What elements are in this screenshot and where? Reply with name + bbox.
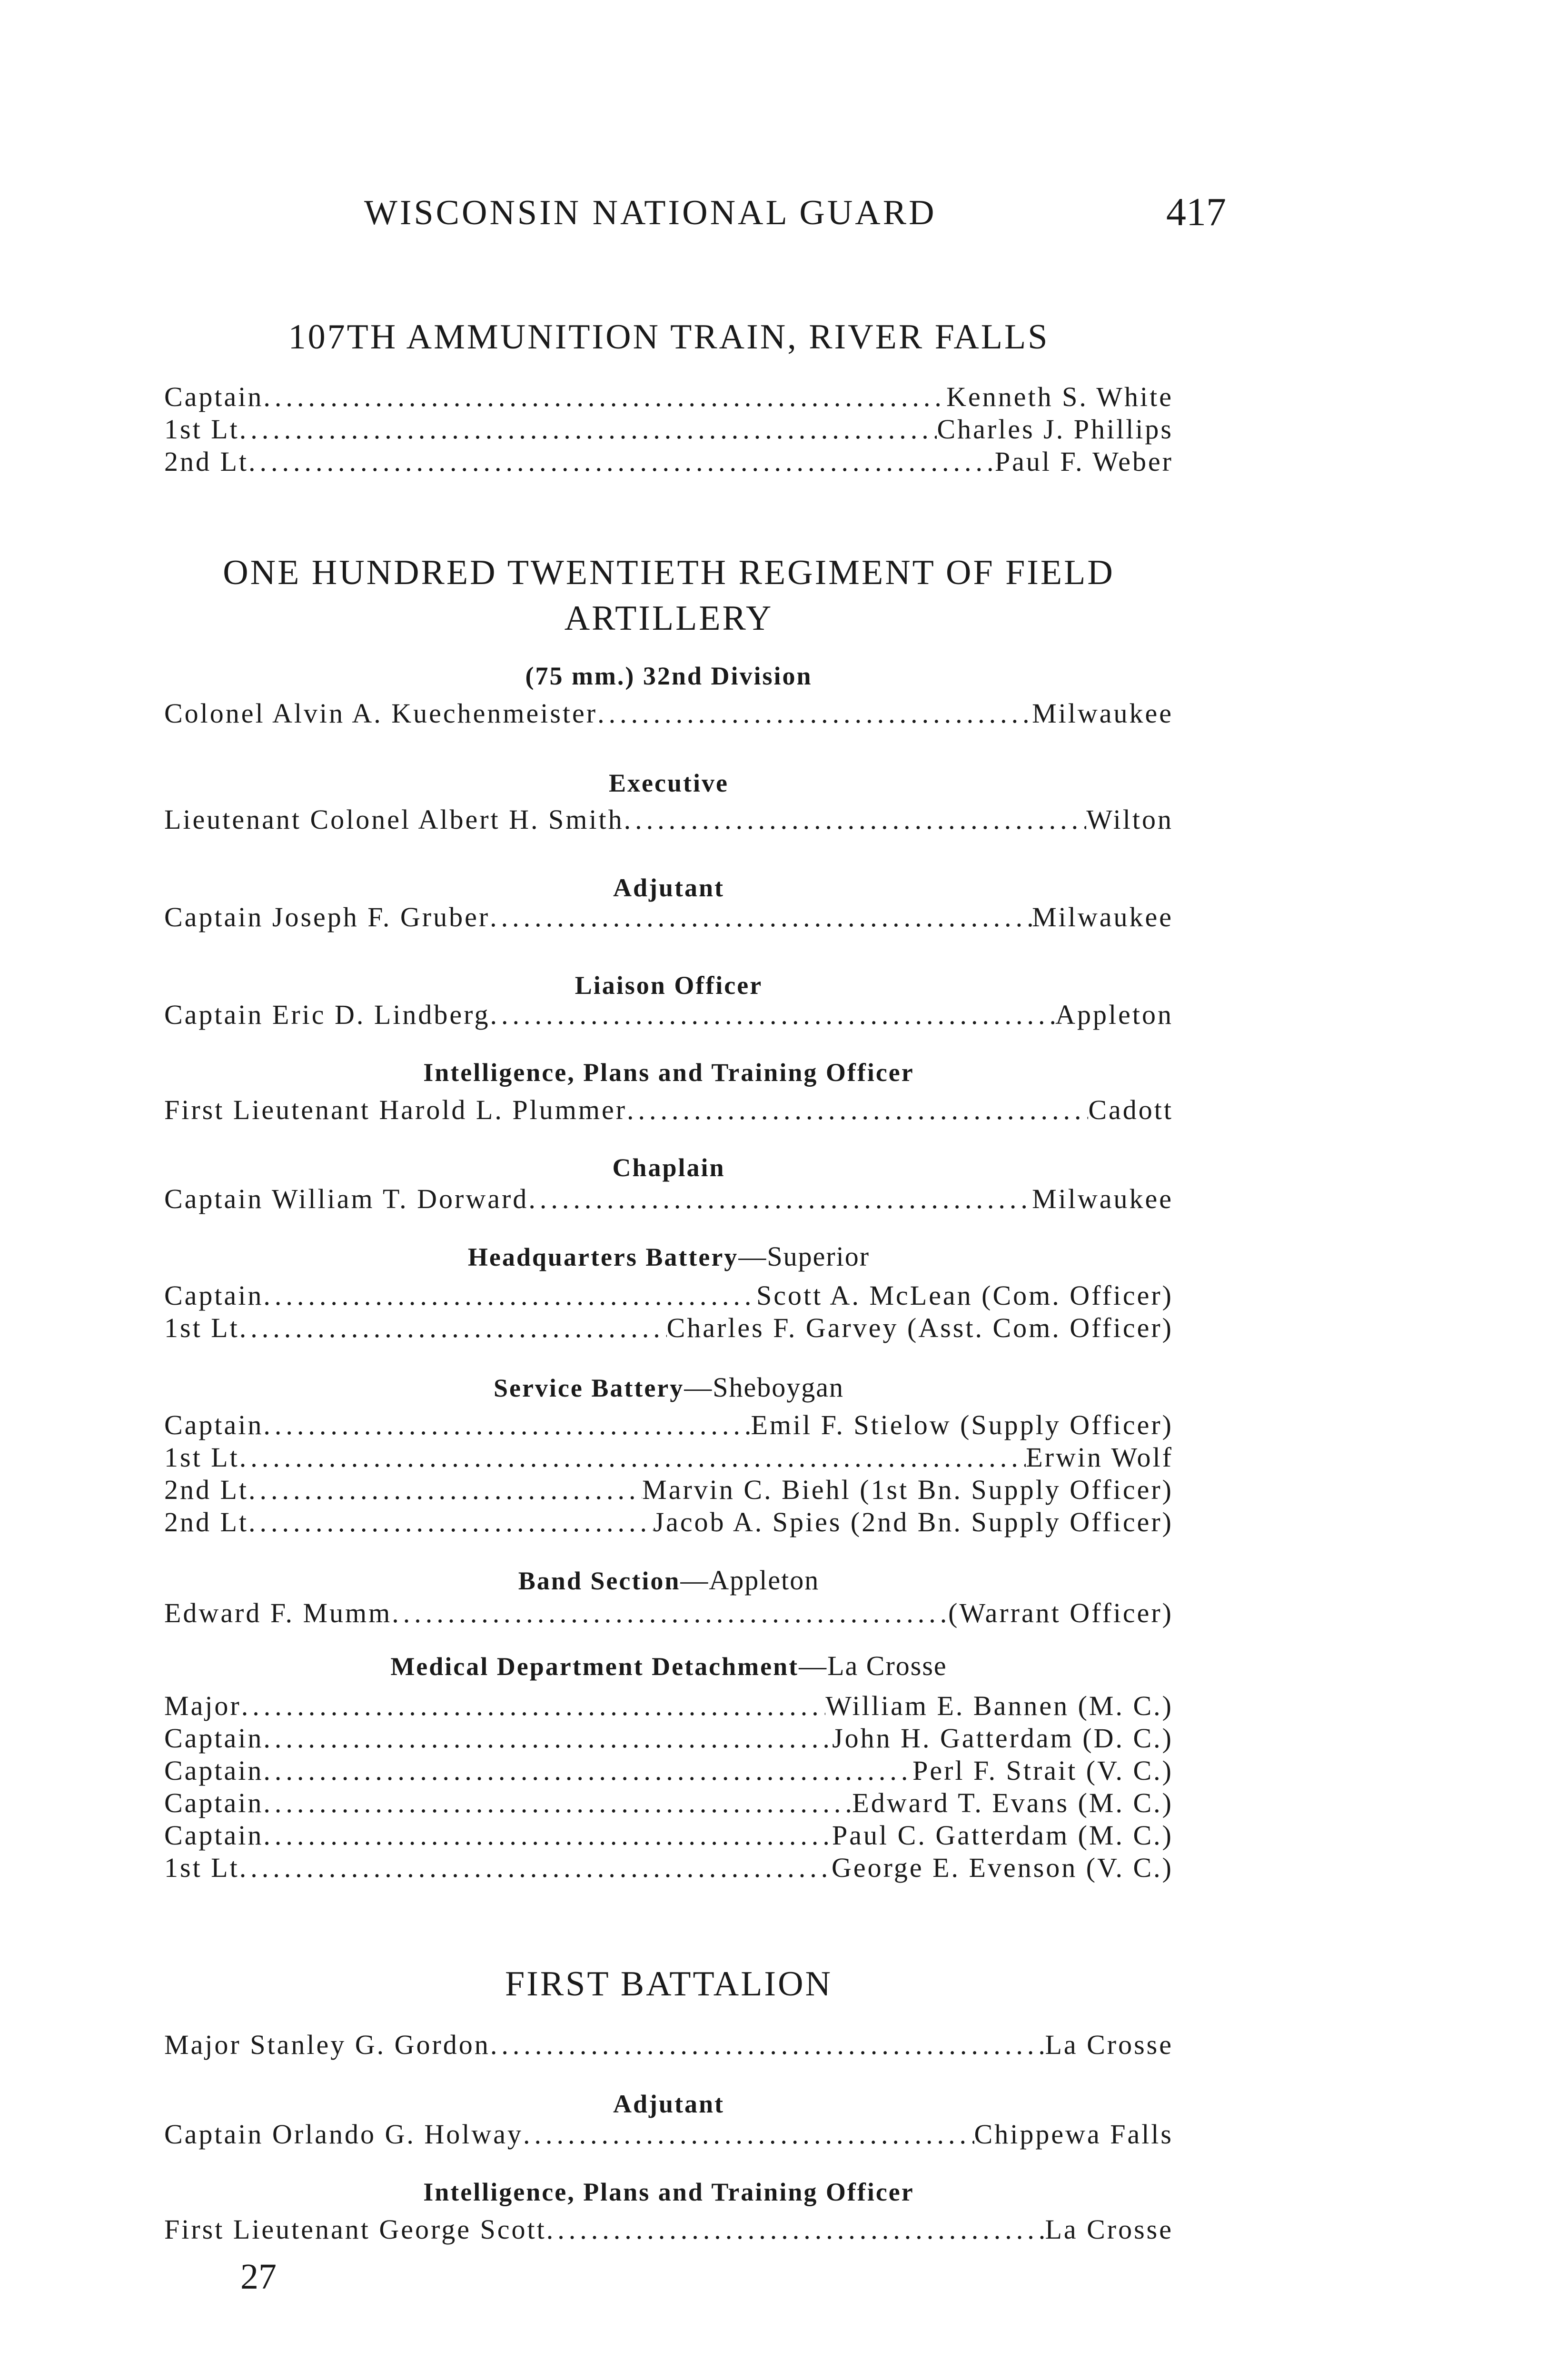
liaison-block bbox=[164, 969, 1173, 1002]
entry-rank: 1st Lt bbox=[164, 1852, 239, 1883]
ammunition-train-section bbox=[164, 314, 1173, 360]
division-subhead: (75 mm.) 32nd Division bbox=[525, 662, 813, 690]
entry-name: Charles F. Garvey (Asst. Com. Officer) bbox=[666, 1312, 1173, 1343]
entry-name: Paul F. Weber bbox=[994, 446, 1173, 477]
entry-rank: Captain bbox=[164, 381, 264, 412]
battalion-adjutant-entry-block bbox=[164, 2118, 1173, 2151]
entry-name: Paul C. Gatterdam (M. C.) bbox=[832, 1820, 1173, 1851]
ammunition-train-roster bbox=[164, 381, 1173, 478]
entry-rank: Captain bbox=[164, 1820, 264, 1851]
leader-dots bbox=[263, 381, 946, 413]
entry-location: Appleton bbox=[1055, 999, 1173, 1030]
leader-dots bbox=[627, 1094, 1088, 1126]
band-subhead bbox=[164, 1564, 1173, 1597]
executive-subhead: Executive bbox=[609, 769, 729, 797]
chaplain-entry-block bbox=[164, 1183, 1173, 1215]
leader-dots bbox=[263, 1409, 751, 1441]
entry-rank: 1st Lt bbox=[164, 1312, 239, 1343]
battalion-major-block bbox=[164, 2029, 1173, 2061]
medical-block bbox=[164, 1649, 1173, 1683]
subhead-place: —La Crosse bbox=[799, 1650, 947, 1681]
service-battery-roster bbox=[164, 1409, 1173, 1538]
entry-rank: Captain bbox=[164, 1723, 264, 1754]
adjutant-subhead: Adjutant bbox=[613, 2090, 725, 2118]
first-battalion-section bbox=[164, 1961, 1173, 2007]
adjutant-block bbox=[164, 871, 1173, 904]
intelligence-subhead: Intelligence, Plans and Training Officer bbox=[423, 1058, 914, 1087]
entry-rank: 1st Lt bbox=[164, 1442, 239, 1473]
entry-location: La Crosse bbox=[1045, 2214, 1173, 2245]
regiment-heading-block bbox=[164, 550, 1173, 641]
running-title: WISCONSIN NATIONAL GUARD bbox=[364, 193, 937, 232]
entry-location: Milwaukee bbox=[1032, 902, 1173, 932]
entry-rank: 2nd Lt bbox=[164, 1474, 249, 1505]
entry-rank: 2nd Lt bbox=[164, 1507, 249, 1537]
roster-entry bbox=[164, 1819, 1173, 1852]
subhead-title: Service Battery bbox=[493, 1374, 684, 1402]
entry-name: Captain William T. Dorward bbox=[164, 1183, 529, 1214]
leader-dots bbox=[528, 1183, 1032, 1215]
running-head bbox=[0, 190, 1546, 236]
hq-battery-block bbox=[164, 1240, 1173, 1274]
leader-dots bbox=[490, 901, 1032, 933]
leader-dots bbox=[263, 1755, 912, 1787]
liaison-entry-block bbox=[164, 999, 1173, 1031]
section-heading-line1: ONE HUNDRED TWENTIETH REGIMENT OF FIELD bbox=[223, 553, 1115, 592]
roster-entry bbox=[164, 1787, 1173, 1819]
roster-entry bbox=[164, 1441, 1173, 1474]
liaison-subhead: Liaison Officer bbox=[575, 971, 763, 1000]
leader-dots bbox=[546, 2213, 1045, 2246]
entry-name: Kenneth S. White bbox=[946, 381, 1173, 412]
entry-name: Erwin Wolf bbox=[1026, 1442, 1173, 1473]
roster-entry bbox=[164, 901, 1173, 933]
roster-entry bbox=[164, 1474, 1173, 1506]
hq-battery-roster bbox=[164, 1279, 1173, 1344]
roster-entry bbox=[164, 803, 1173, 836]
medical-subhead bbox=[164, 1649, 1173, 1683]
entry-name: Perl F. Strait (V. C.) bbox=[912, 1755, 1173, 1786]
entry-name: First Lieutenant Harold L. Plummer bbox=[164, 1094, 627, 1125]
executive-block bbox=[164, 766, 1173, 800]
section-heading-line2: ARTILLERY bbox=[564, 599, 773, 638]
leader-dots bbox=[523, 2118, 974, 2151]
band-entry-block bbox=[164, 1597, 1173, 1629]
subhead-place: —Superior bbox=[738, 1241, 870, 1272]
entry-rank: Captain bbox=[164, 1755, 264, 1786]
roster-entry bbox=[164, 2029, 1173, 2061]
roster-entry bbox=[164, 1506, 1173, 1538]
page-number: 417 bbox=[1166, 190, 1226, 234]
leader-dots bbox=[490, 999, 1055, 1031]
band-block bbox=[164, 1564, 1173, 1597]
executive-entry-block bbox=[164, 803, 1173, 836]
leader-dots bbox=[248, 1506, 653, 1538]
entry-location: Milwaukee bbox=[1032, 1183, 1173, 1214]
intelligence-entry-block bbox=[164, 1094, 1173, 1126]
entry-name: Lieutenant Colonel Albert H. Smith bbox=[164, 804, 624, 835]
leader-dots bbox=[239, 413, 937, 446]
roster-entry bbox=[164, 1279, 1173, 1312]
leader-dots bbox=[263, 1279, 756, 1312]
adjutant-subhead: Adjutant bbox=[613, 873, 725, 902]
section-heading: 107TH AMMUNITION TRAIN, RIVER FALLS bbox=[288, 317, 1050, 357]
battalion-adjutant-block bbox=[164, 2087, 1173, 2121]
adjutant-entry-block bbox=[164, 901, 1173, 933]
leader-dots bbox=[597, 697, 1032, 730]
roster-entry bbox=[164, 1722, 1173, 1755]
service-battery-block bbox=[164, 1371, 1173, 1405]
division-subhead-block bbox=[164, 659, 1173, 693]
entry-location: La Crosse bbox=[1045, 2029, 1173, 2060]
section-heading: FIRST BATTALION bbox=[505, 1964, 832, 2003]
entry-name: Captain Orlando G. Holway bbox=[164, 2119, 523, 2150]
entry-name: Major Stanley G. Gordon bbox=[164, 2029, 490, 2060]
intelligence-subhead: Intelligence, Plans and Training Officer bbox=[423, 2178, 914, 2206]
leader-dots bbox=[248, 1474, 642, 1506]
roster-entry bbox=[164, 2213, 1173, 2246]
entry-name: Edward T. Evans (M. C.) bbox=[852, 1787, 1173, 1818]
entry-location: Chippewa Falls bbox=[974, 2119, 1173, 2150]
leader-dots bbox=[392, 1597, 948, 1629]
entry-location: Milwaukee bbox=[1032, 698, 1173, 729]
entry-name: Marvin C. Biehl (1st Bn. Supply Officer) bbox=[642, 1474, 1173, 1505]
subhead-place: —Appleton bbox=[680, 1565, 820, 1596]
signature-mark: 27 bbox=[240, 2257, 277, 2297]
entry-name: John H. Gatterdam (D. C.) bbox=[832, 1723, 1173, 1754]
entry-name: Colonel Alvin A. Kuechenmeister bbox=[164, 698, 598, 729]
colonel-block bbox=[164, 697, 1173, 730]
leader-dots bbox=[239, 1312, 667, 1344]
leader-dots bbox=[239, 1441, 1026, 1474]
entry-name: Edward F. Mumm bbox=[164, 1597, 392, 1628]
roster-entry bbox=[164, 1409, 1173, 1441]
chaplain-block bbox=[164, 1151, 1173, 1184]
roster-entry bbox=[164, 1312, 1173, 1344]
leader-dots bbox=[263, 1787, 852, 1819]
entry-location: Cadott bbox=[1088, 1094, 1173, 1125]
leader-dots bbox=[239, 1852, 832, 1884]
roster-entry bbox=[164, 381, 1173, 413]
subhead-place: —Sheboygan bbox=[684, 1372, 844, 1403]
entry-rank: (Warrant Officer) bbox=[948, 1597, 1173, 1628]
intelligence-block bbox=[164, 1056, 1173, 1089]
chaplain-subhead: Chaplain bbox=[612, 1153, 725, 1182]
entry-name: William E. Bannen (M. C.) bbox=[825, 1690, 1173, 1721]
entry-rank: Captain bbox=[164, 1787, 264, 1818]
leader-dots bbox=[490, 2029, 1045, 2061]
entry-name: Emil F. Stielow (Supply Officer) bbox=[751, 1409, 1173, 1440]
roster-entry bbox=[164, 1690, 1173, 1722]
roster-entry bbox=[164, 1183, 1173, 1215]
roster-entry bbox=[164, 1094, 1173, 1126]
medical-roster bbox=[164, 1690, 1173, 1884]
entry-rank: Captain bbox=[164, 1409, 264, 1440]
roster-entry bbox=[164, 1852, 1173, 1884]
leader-dots bbox=[241, 1690, 826, 1722]
leader-dots bbox=[263, 1722, 832, 1755]
entry-rank: Major bbox=[164, 1690, 241, 1721]
subhead-title: Medical Department Detachment bbox=[390, 1652, 799, 1681]
subhead-title: Band Section bbox=[518, 1567, 681, 1595]
entry-name: Captain Eric D. Lindberg bbox=[164, 999, 490, 1030]
entry-name: George E. Evenson (V. C.) bbox=[831, 1852, 1173, 1883]
entry-rank: 1st Lt bbox=[164, 414, 239, 445]
leader-dots bbox=[248, 446, 995, 478]
entry-name: Charles J. Phillips bbox=[937, 414, 1173, 445]
leader-dots bbox=[263, 1819, 832, 1852]
roster-entry bbox=[164, 697, 1173, 730]
hq-battery-subhead bbox=[164, 1240, 1173, 1274]
leader-dots bbox=[624, 803, 1087, 836]
entry-rank: Captain bbox=[164, 1280, 264, 1311]
entry-name: Captain Joseph F. Gruber bbox=[164, 902, 490, 932]
entry-name: Scott A. McLean (Com. Officer) bbox=[756, 1280, 1173, 1311]
roster-entry bbox=[164, 446, 1173, 478]
roster-entry bbox=[164, 999, 1173, 1031]
subhead-title: Headquarters Battery bbox=[467, 1243, 739, 1271]
roster-entry bbox=[164, 413, 1173, 446]
battalion-intelligence-block bbox=[164, 2175, 1173, 2209]
roster-entry bbox=[164, 2118, 1173, 2151]
entry-location: Wilton bbox=[1086, 804, 1173, 835]
roster-entry bbox=[164, 1755, 1173, 1787]
service-battery-subhead bbox=[164, 1371, 1173, 1405]
entry-rank: 2nd Lt bbox=[164, 446, 249, 477]
battalion-intelligence-entry-block bbox=[164, 2213, 1173, 2246]
entry-name: Jacob A. Spies (2nd Bn. Supply Officer) bbox=[653, 1507, 1173, 1537]
entry-name: First Lieutenant George Scott bbox=[164, 2214, 546, 2245]
roster-entry bbox=[164, 1597, 1173, 1629]
